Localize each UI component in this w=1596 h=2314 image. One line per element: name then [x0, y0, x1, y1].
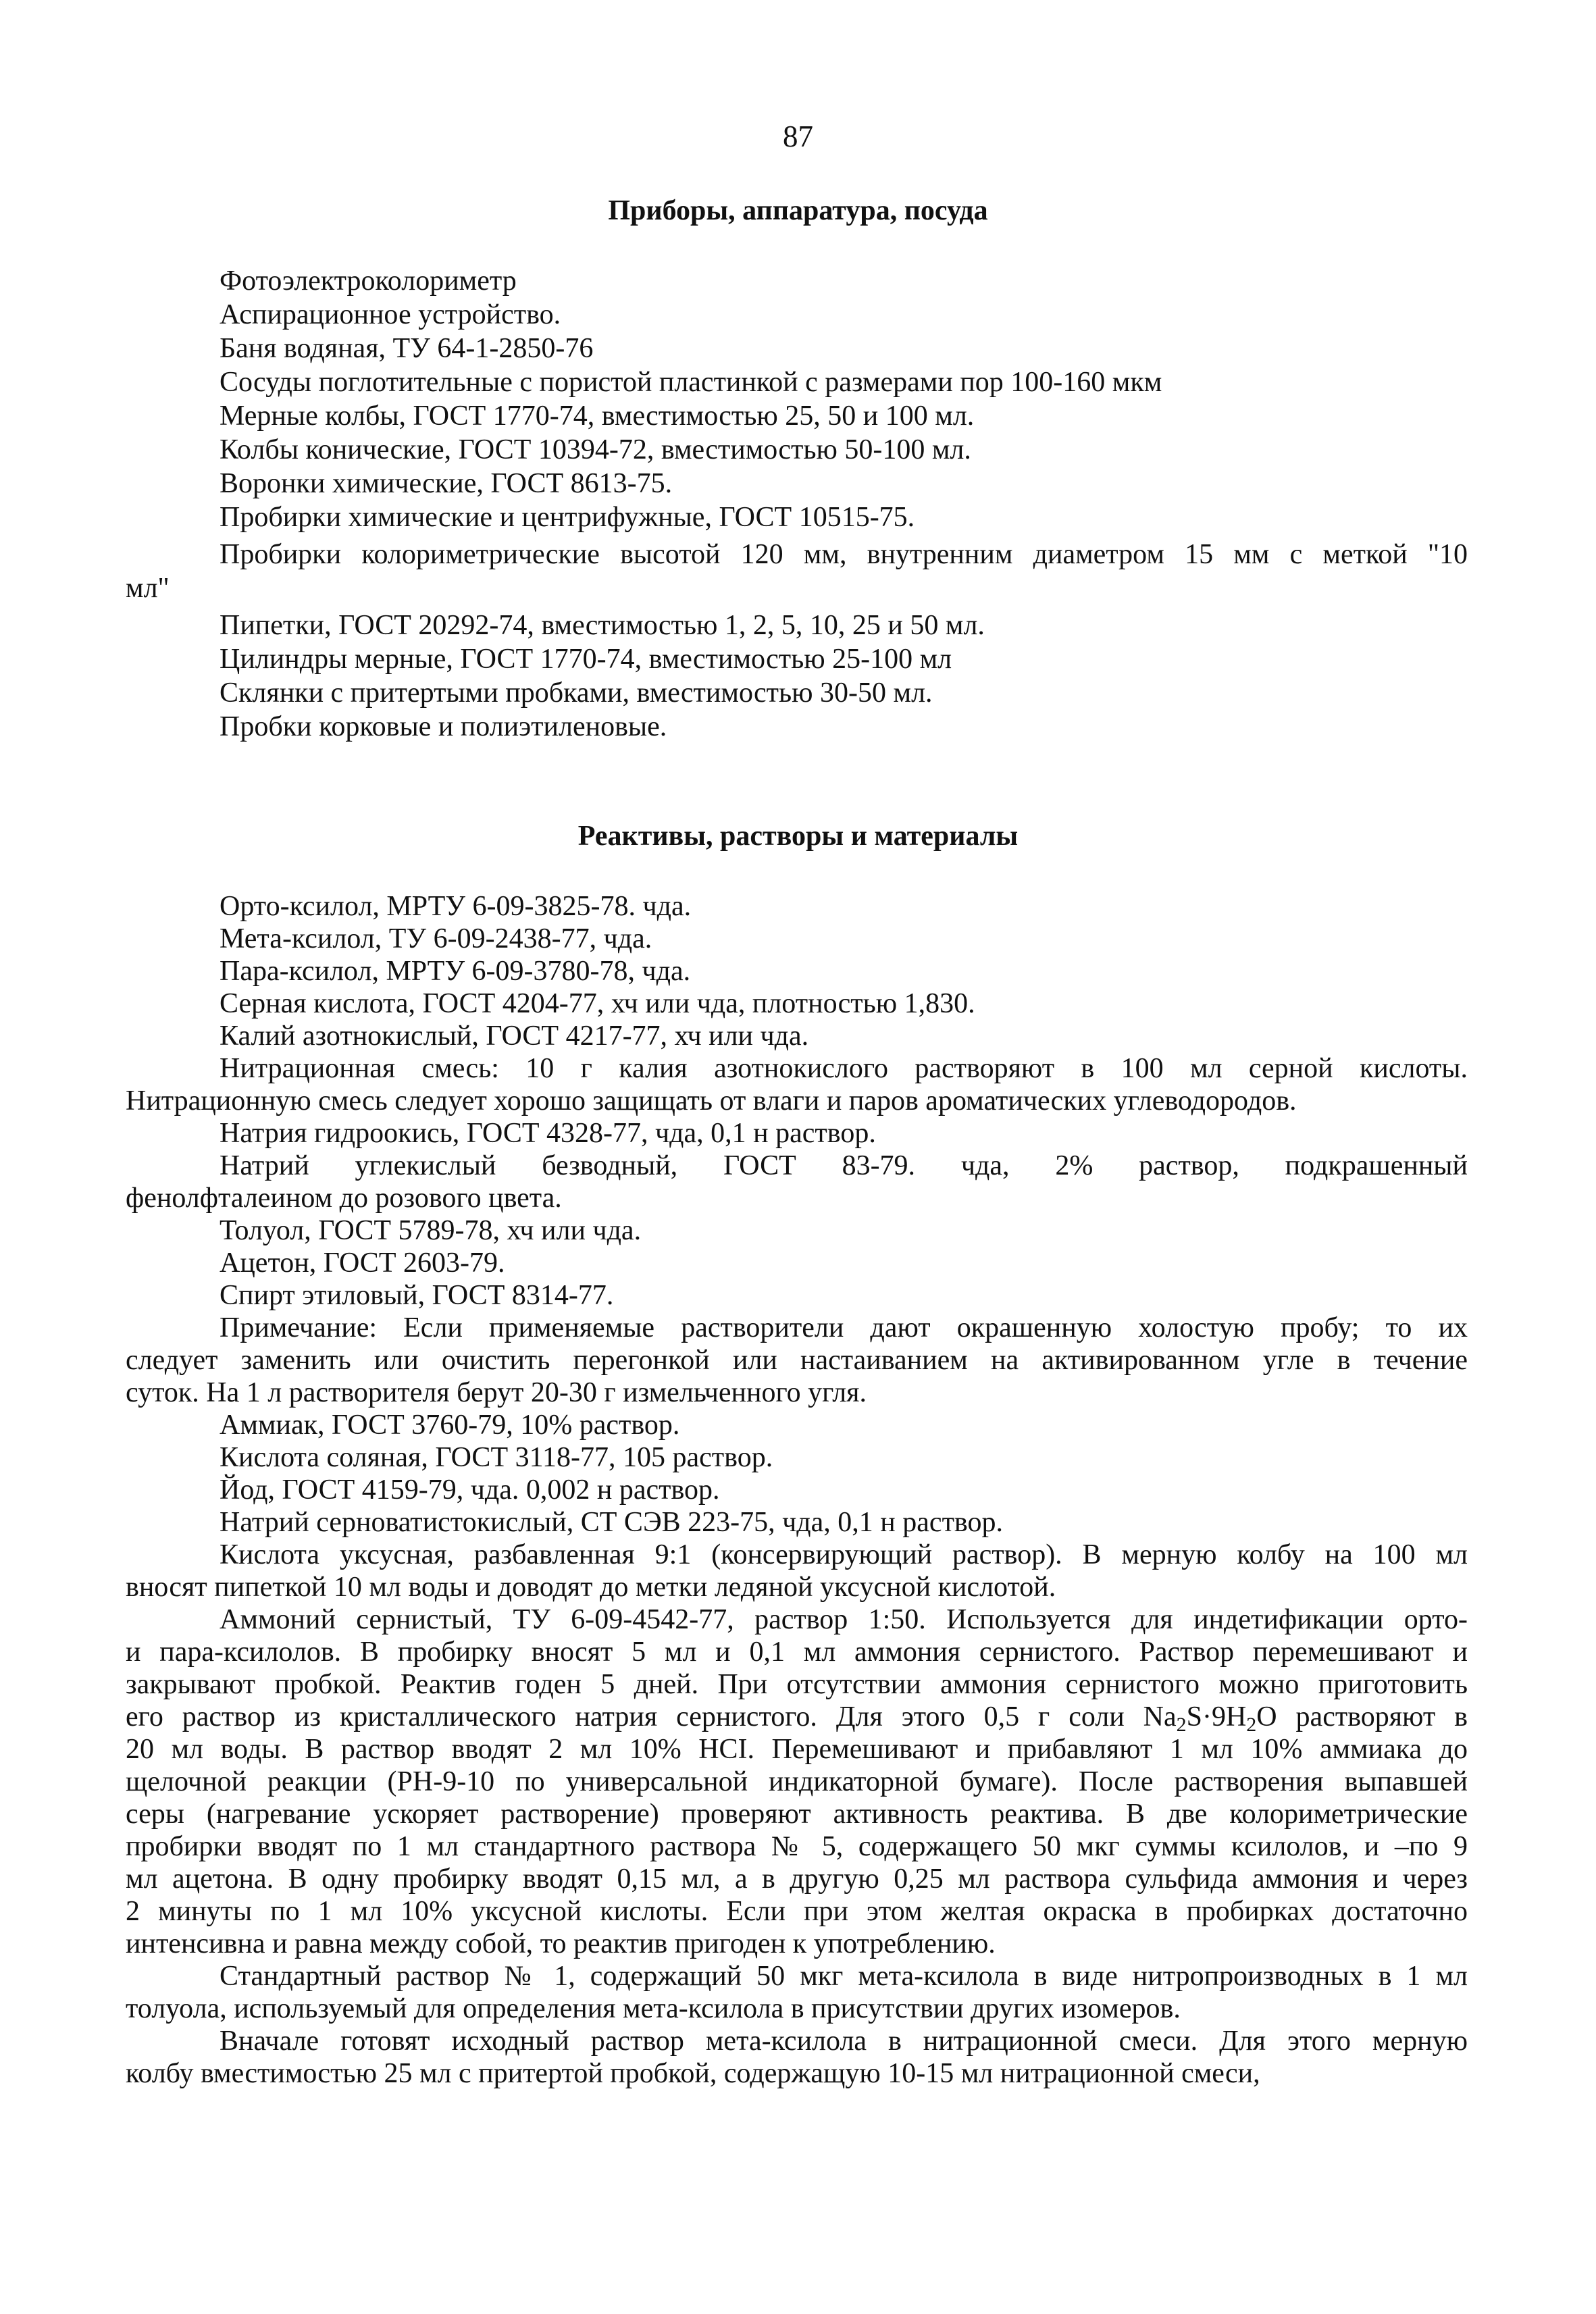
list-item: Пипетки, ГОСТ 20292-74, вместимостью 1, 2, 5, 10, 25 и 50 мл. — [220, 610, 985, 641]
text-line: Спирт этиловый, ГОСТ 8314-77. — [220, 1280, 614, 1311]
text-line: и пара-ксилолов. В пробирку вносят 5 мл и 0,1 мл аммония сернистого. Раствор перемешивают и — [126, 1637, 1468, 1668]
list-item: Мерные колбы, ГОСТ 1770-74, вместимостью 25, 50 и 100 мл. — [220, 401, 975, 432]
text-line: мл ацетона. В одну пробирку вводят 0,15 мл, а в другую 0,25 мл раствора сульфида аммония и через — [126, 1863, 1468, 1895]
formula-subscript: 2 — [1176, 1714, 1187, 1736]
list-item: Пробки корковые и полиэтиленовые. — [220, 711, 667, 742]
text-line: Натрия гидроокись, ГОСТ 4328-77, чда, 0,1 н раствор. — [220, 1118, 876, 1149]
list-item: Баня водяная, ТУ 64-1-2850-76 — [220, 333, 594, 364]
text-segment: его раствор из кристаллического натрия сернистого. Для этого 0,5 г соли Na — [126, 1701, 1177, 1732]
text-line: Аммоний сернистый, ТУ 6-09-4542-77, раствор 1:50. Используется для индетификации орто- — [220, 1604, 1468, 1635]
list-item-continuation: мл" — [126, 573, 170, 604]
text-line: Пара-ксилол, МРТУ 6-09-3780-78, чда. — [220, 956, 691, 987]
text-line: Толуол, ГОСТ 5789-78, хч или чда. — [220, 1215, 642, 1246]
text-line: Вначале готовят исходный раствор мета-ксилола в нитрационной смеси. Для этого мерную — [220, 2026, 1468, 2057]
formula-part: O — [1256, 1701, 1277, 1732]
text-line: следует заменить или очистить перегонкой или настаиванием на активированном угле в течение — [126, 1345, 1468, 1376]
list-item: Цилиндры мерные, ГОСТ 1770-74, вместимостью 25-100 мл — [220, 644, 952, 675]
list-item: Колбы конические, ГОСТ 10394-72, вместимостью 50-100 мл. — [220, 434, 971, 465]
list-item: Склянки с притертыми пробками, вместимостью 30-50 мл. — [220, 677, 933, 709]
section-heading-equipment: Приборы, аппаратура, посуда — [608, 195, 988, 226]
text-line: Натрий углекислый безводный, ГОСТ 83-79. чда, 2% раствор, подкрашенный — [220, 1150, 1468, 1181]
text-line: Калий азотнокислый, ГОСТ 4217-77, хч или чда. — [220, 1021, 809, 1052]
text-line: Серная кислота, ГОСТ 4204-77, хч или чда, плотностью 1,830. — [220, 988, 975, 1019]
text-line: Мета-ксилол, ТУ 6-09-2438-77, чда. — [220, 923, 652, 954]
text-line: толуола, используемый для определения мета-ксилола в присутствии других изомеров. — [126, 1993, 1181, 2024]
text-line: фенолфталеином до розового цвета. — [126, 1183, 562, 1214]
formula-part: S — [1186, 1701, 1202, 1732]
text-line: пробирки вводят по 1 мл стандартного раствора № 5, содержащего 50 мкг суммы ксилолов, и –по 9 — [126, 1831, 1468, 1862]
list-item: Пробирки колориметрические высотой 120 мм, внутренним диаметром 15 мм с меткой "10 — [220, 539, 1468, 570]
text-line: интенсивна и равна между собой, то реактив пригоден к употреблению. — [126, 1928, 996, 1959]
list-item: Воронки химические, ГОСТ 8613-75. — [220, 468, 673, 499]
list-item: Пробирки химические и центрифужные, ГОСТ 10515-75. — [220, 502, 915, 533]
formula-part: ·9H — [1202, 1701, 1247, 1732]
text-line: Стандартный раствор № 1, содержащий 50 мкг мета-ксилола в виде нитропроизводных в 1 мл — [220, 1961, 1468, 1992]
text-line: Натрий серноватистокислый, СТ СЭВ 223-75, чда, 0,1 н раствор. — [220, 1507, 1003, 1538]
text-line: 2 минуты по 1 мл 10% уксусной кислоты. Если при этом желтая окраска в пробирках достаточно — [126, 1896, 1468, 1927]
text-line: Нитрационная смесь: 10 г калия азотнокислого растворяют в 100 мл серной кислоты. — [220, 1053, 1468, 1084]
text-line: Примечание: Если применяемые растворители дают окрашенную холостую пробу; то их — [220, 1312, 1468, 1343]
text-line: колбу вместимостью 25 мл с притертой пробкой, содержащую 10-15 мл нитрационной смеси, — [126, 2058, 1260, 2089]
text-line: Кислота уксусная, разбавленная 9:1 (консервирующий раствор). В мерную колбу на 100 мл — [220, 1539, 1468, 1570]
page-number: 87 — [783, 120, 813, 153]
text-segment: растворяют в — [1277, 1701, 1468, 1732]
text-line: вносят пипеткой 10 мл воды и доводят до метки ледяной уксусной кислотой. — [126, 1572, 1056, 1603]
text-line: Нитрационную смесь следует хорошо защищать от влаги и паров ароматических углеводородов. — [126, 1085, 1297, 1116]
formula-subscript: 2 — [1246, 1714, 1257, 1736]
text-line: Орто-ксилол, МРТУ 6-09-3825-78. чда. — [220, 891, 692, 922]
list-item: Аспирационное устройство. — [220, 299, 561, 330]
text-line: Кислота соляная, ГОСТ 3118-77, 105 раствор. — [220, 1442, 773, 1473]
text-line: серы (нагревание ускоряет растворение) проверяют активность реактива. В две колориметрические — [126, 1799, 1468, 1830]
text-line: Аммиак, ГОСТ 3760-79, 10% раствор. — [220, 1410, 680, 1441]
text-line: 20 мл воды. В раствор вводят 2 мл 10% HCI. Перемешивают и прибавляют 1 мл 10% аммиака до — [126, 1734, 1468, 1765]
text-line: суток. На 1 л растворителя берут 20-30 г измельченного угля. — [126, 1377, 867, 1408]
text-line: Йод, ГОСТ 4159-79, чда. 0,002 н раствор. — [220, 1474, 720, 1506]
list-item: Сосуды поглотительные с пористой пластинкой с размерами пор 100-160 мкм — [220, 367, 1162, 398]
section-heading-reagents: Реактивы, растворы и материалы — [577, 821, 1019, 852]
text-line: закрывают пробкой. Реактив годен 5 дней. При отсутствии аммония сернистого можно приготовить — [126, 1669, 1468, 1700]
text-line: Ацетон, ГОСТ 2603-79. — [220, 1248, 505, 1279]
list-item: Фотоэлектроколориметр — [220, 265, 517, 297]
text-line: щелочной реакции (PH-9-10 по универсальной индикаторной бумаге). После растворения выпавшей — [126, 1766, 1468, 1797]
